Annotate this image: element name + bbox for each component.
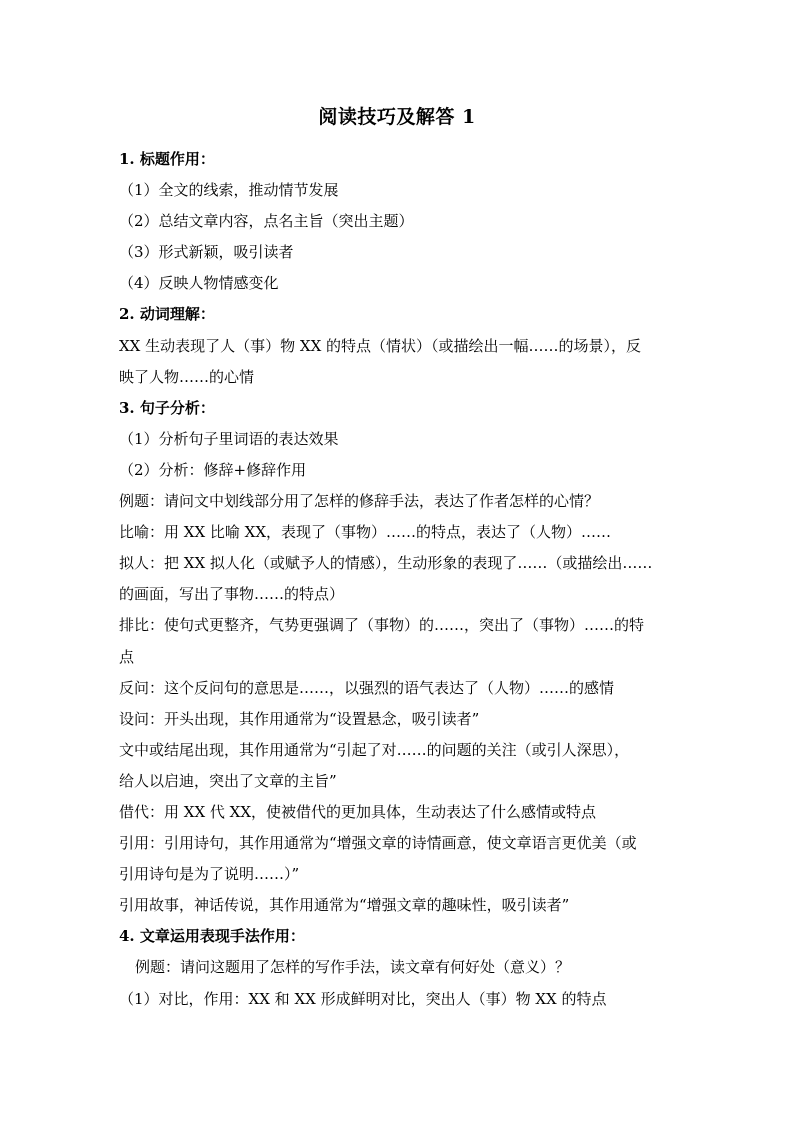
- example-question: 例题：请问这题用了怎样的写作手法，读文章有何好处（意义）？: [135, 958, 571, 977]
- rhetoric-parallelism: 排比：使句式更整齐，气势更强调了（事物）的……，突出了（事物）……的特: [119, 616, 645, 635]
- rhetoric-metaphor: 比喻：用 XX 比喻 XX，表现了（事物）……的特点，表达了（人物）……: [119, 523, 612, 542]
- rhetoric-self-question: 设问：开头出现，其作用通常为“设置悬念，吸引读者”: [119, 709, 480, 728]
- rhetoric-quotation-story: 引用故事，神话传说，其作用通常为“增强文章的趣味性，吸引读者”: [119, 896, 570, 915]
- rhetoric-self-question-middle: 文中或结尾出现，其作用通常为“引起了对……的问题的关注（或引人深思），: [119, 740, 630, 759]
- section-heading-sentence-analysis: 3. 句子分析：: [119, 398, 215, 417]
- list-item: （4）反映人物情感变化: [119, 274, 279, 293]
- section-heading-expression-techniques: 4. 文章运用表现手法作用：: [119, 927, 305, 946]
- rhetoric-metonymy: 借代：用 XX 代 XX，使被借代的更加具体，生动表达了什么感情或特点: [119, 802, 597, 821]
- rhetoric-quotation-cont: 引用诗句是为了说明……）”: [119, 865, 300, 884]
- section-heading-verb-understanding: 2. 动词理解：: [119, 305, 215, 324]
- list-item: （3）形式新颖，吸引读者: [119, 243, 294, 262]
- rhetoric-self-question-cont: 给人以启迪，突出了文章的主旨”: [119, 771, 337, 790]
- rhetoric-personification-cont: 的画面，写出了事物……的特点）: [119, 585, 345, 604]
- document-body: [119, 144, 679, 1015]
- document-title: 阅读技巧及解答 1: [318, 106, 476, 128]
- section-heading-title-function: 1. 标题作用：: [119, 150, 215, 168]
- list-item: （2）总结文章内容，点名主旨（突出主题）: [119, 212, 414, 231]
- list-item: （1）对比，作用：XX 和 XX 形成鲜明对比，突出人（事）物 XX 的特点: [119, 989, 607, 1008]
- list-item: （2）分析：修辞+修辞作用: [119, 460, 307, 479]
- example-question: 例题：请问文中划线部分用了怎样的修辞手法，表达了作者怎样的心情？: [119, 492, 600, 511]
- paragraph-line: XX 生动表现了人（事）物 XX 的特点（情状）（或描绘出一幅……的场景），反: [119, 336, 642, 355]
- list-item: （1）分析句子里词语的表达效果: [119, 429, 339, 448]
- rhetoric-parallelism-cont: 点: [119, 647, 135, 666]
- list-item: （1）全文的线索，推动情节发展: [119, 181, 339, 200]
- paragraph-line: 映了人物……的心情: [119, 367, 255, 386]
- rhetoric-rhetorical-question: 反问：这个反问句的意思是……，以强烈的语气表达了（人物）……的感情: [119, 678, 615, 697]
- rhetoric-quotation: 引用：引用诗句，其作用通常为“增强文章的诗情画意，使文章语言更优美（或: [119, 834, 637, 853]
- rhetoric-personification: 拟人：把 XX 拟人化（或赋予人的情感），生动形象的表现了……（或描绘出……: [119, 554, 653, 573]
